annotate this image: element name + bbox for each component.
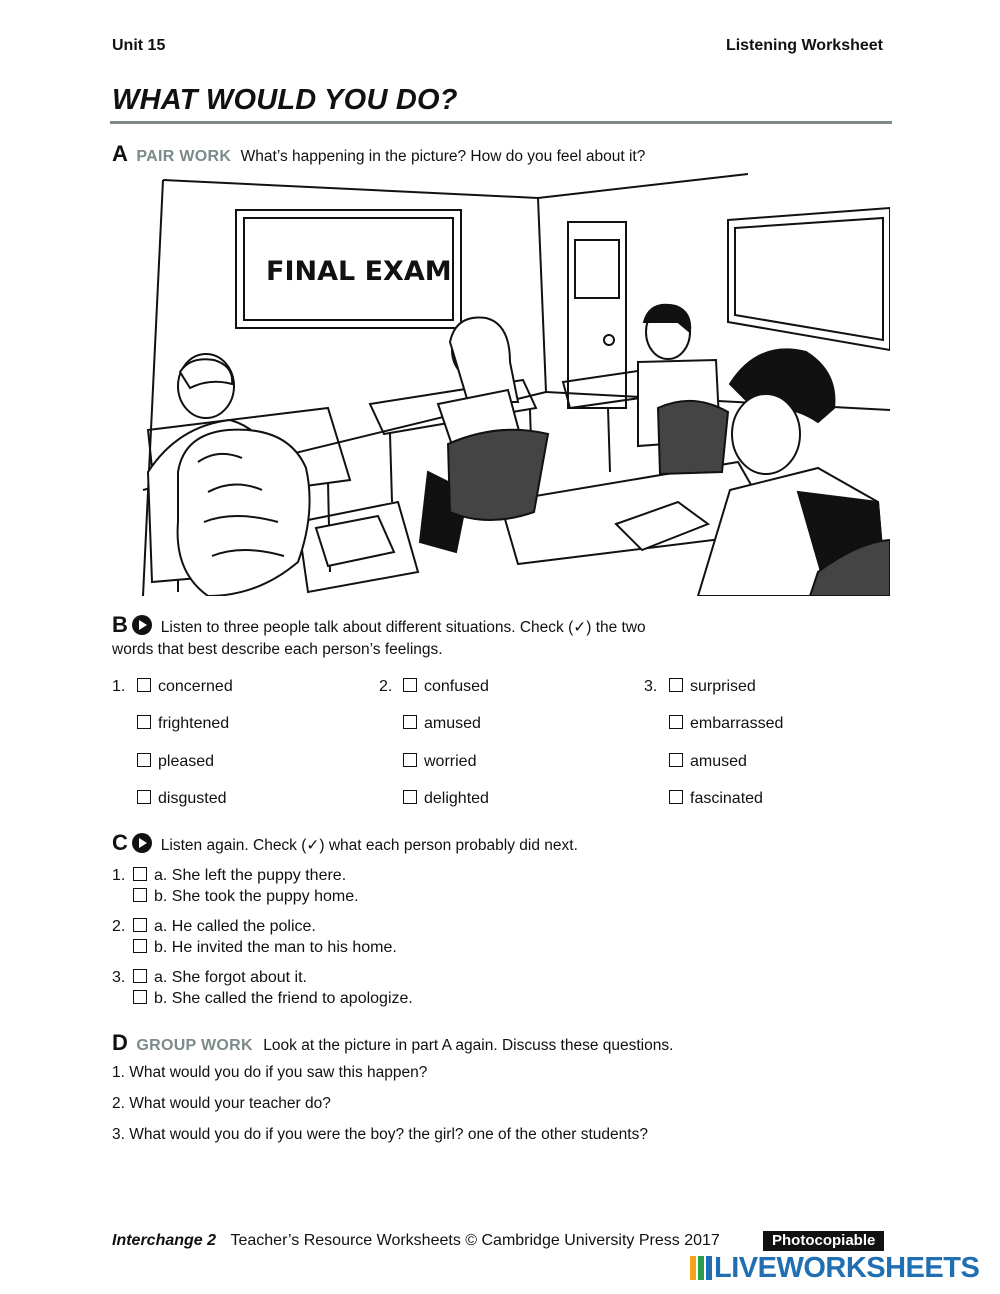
worksheet-type: Listening Worksheet <box>725 37 883 54</box>
checkbox[interactable] <box>403 753 417 767</box>
group-2-number: 2. <box>379 678 393 695</box>
option-label: disgusted <box>158 790 227 807</box>
answer-row[interactable] <box>133 939 397 957</box>
option-row[interactable] <box>669 753 747 771</box>
classroom-exam-illustration <box>138 172 890 596</box>
option-label: frightened <box>158 715 230 732</box>
discussion-question: 1. What would you do if you saw this happen? <box>112 1064 428 1081</box>
option-label: worried <box>424 753 477 770</box>
checkbox[interactable] <box>137 790 151 804</box>
audio-play-icon[interactable] <box>132 833 152 853</box>
option-row[interactable] <box>669 790 763 808</box>
section-a-letter: A <box>112 141 128 166</box>
page-title: WHAT WOULD YOU DO? <box>112 84 458 116</box>
checkbox[interactable] <box>133 867 147 881</box>
checkbox[interactable] <box>403 678 417 692</box>
option-label: concerned <box>158 678 233 695</box>
answer-label: a. He called the police. <box>154 918 316 935</box>
checkbox[interactable] <box>137 715 151 729</box>
answer-row[interactable] <box>133 990 413 1008</box>
option-row[interactable] <box>137 790 227 808</box>
answer-label: a. She left the puppy there. <box>154 867 347 884</box>
answer-label: b. She called the friend to apologize. <box>154 990 413 1007</box>
option-row[interactable] <box>669 715 783 733</box>
section-b-heading <box>112 612 646 638</box>
answer-label: b. She took the puppy home. <box>154 888 359 905</box>
checkbox[interactable] <box>137 678 151 692</box>
section-b-instruction-line1: Listen to three people talk about different situations. Check (✓) the two <box>160 619 646 636</box>
option-label: amused <box>690 753 747 770</box>
section-d-instruction: Look at the picture in part A again. Discuss these questions. <box>263 1037 674 1054</box>
final-exam-board-text: FINAL EXAM <box>266 256 452 287</box>
liveworksheets-logo-icon <box>690 1256 712 1280</box>
section-a-tag: PAIR WORK <box>136 148 232 165</box>
item-3-number: 3. <box>112 969 126 986</box>
answer-row[interactable] <box>133 969 307 987</box>
option-row[interactable] <box>403 790 489 808</box>
answer-row[interactable] <box>133 867 346 885</box>
checkbox[interactable] <box>133 969 147 983</box>
answer-label: a. She forgot about it. <box>154 969 307 986</box>
checkbox[interactable] <box>669 790 683 804</box>
option-row[interactable] <box>403 678 489 696</box>
copyright-text: Teacher’s Resource Worksheets © Cambridge University Press 2017 <box>230 1232 720 1249</box>
option-row[interactable] <box>403 753 476 771</box>
answer-row[interactable] <box>133 918 316 936</box>
section-a-instruction: What’s happening in the picture? How do you feel about it? <box>240 148 646 165</box>
section-c-letter: C <box>112 830 128 855</box>
footer-credit <box>112 1232 720 1250</box>
checkbox[interactable] <box>403 790 417 804</box>
section-c-instruction: Listen again. Check (✓) what each person probably did next. <box>160 837 578 854</box>
answer-label: b. He invited the man to his home. <box>154 939 397 956</box>
group-3-number: 3. <box>644 678 658 695</box>
section-b-letter: B <box>112 612 128 637</box>
item-1-number: 1. <box>112 867 126 884</box>
audio-play-icon[interactable] <box>132 615 152 635</box>
option-label: surprised <box>690 678 756 695</box>
section-d-letter: D <box>112 1030 128 1055</box>
discussion-question: 2. What would your teacher do? <box>112 1095 331 1112</box>
option-row[interactable] <box>403 715 481 733</box>
item-2-number: 2. <box>112 918 126 935</box>
section-b-instruction-line2: words that best describe each person’s feelings. <box>112 641 443 658</box>
checkbox[interactable] <box>133 918 147 932</box>
option-row[interactable] <box>137 715 229 733</box>
section-c-heading <box>112 830 578 856</box>
checkbox[interactable] <box>133 990 147 1004</box>
option-label: pleased <box>158 753 215 770</box>
section-d-tag: GROUP WORK <box>136 1037 253 1054</box>
checkbox[interactable] <box>133 939 147 953</box>
checkbox[interactable] <box>133 888 147 902</box>
checkbox[interactable] <box>669 678 683 692</box>
option-label: embarrassed <box>690 715 784 732</box>
checkbox[interactable] <box>669 753 683 767</box>
option-row[interactable] <box>137 678 233 696</box>
checkbox[interactable] <box>403 715 417 729</box>
checkbox[interactable] <box>669 715 683 729</box>
unit-label: Unit 15 <box>112 37 166 54</box>
title-divider <box>110 121 892 124</box>
option-label: amused <box>424 715 481 732</box>
group-1-number: 1. <box>112 678 126 695</box>
book-title: Interchange 2 <box>112 1232 217 1249</box>
photocopiable-badge: Photocopiable <box>763 1231 884 1251</box>
option-label: fascinated <box>690 790 763 807</box>
option-label: confused <box>424 678 489 695</box>
liveworksheets-brand: LIVEWORKSHEETS <box>714 1252 980 1284</box>
discussion-question: 3. What would you do if you were the boy? the girl? one of the other students? <box>112 1126 648 1143</box>
option-label: delighted <box>424 790 489 807</box>
answer-row[interactable] <box>133 888 359 906</box>
option-row[interactable] <box>137 753 214 771</box>
checkbox[interactable] <box>137 753 151 767</box>
option-row[interactable] <box>669 678 756 696</box>
section-a-heading <box>112 141 645 167</box>
section-d-heading <box>112 1030 673 1056</box>
